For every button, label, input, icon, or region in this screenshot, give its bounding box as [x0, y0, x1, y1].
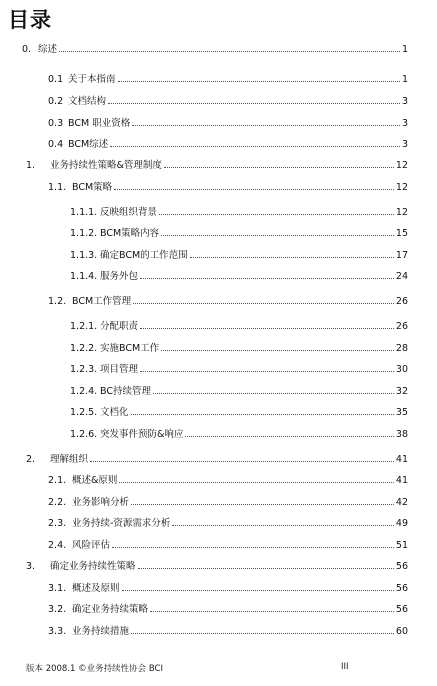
toc-entry-number: 1.1.	[48, 182, 67, 193]
toc-entry-number: 3.3.	[48, 626, 67, 637]
toc-entry-page: 3	[401, 118, 408, 129]
toc-entry[interactable]	[48, 626, 408, 638]
toc-entry-label: 业务影响分析	[72, 497, 130, 508]
toc-entry-page: 12	[395, 182, 408, 193]
toc-entry-number: 0.	[22, 44, 32, 55]
dot-leader	[114, 189, 394, 190]
toc-entry[interactable]	[70, 207, 408, 219]
toc-entry-label: 业务持续措施	[72, 626, 130, 637]
dot-leader	[150, 611, 394, 612]
dot-leader	[59, 51, 400, 52]
toc-entry[interactable]	[48, 296, 408, 308]
dot-leader	[138, 568, 394, 569]
toc-entry[interactable]	[70, 228, 408, 240]
toc-entry-number: 0.2	[48, 96, 64, 107]
dot-leader	[172, 525, 393, 526]
toc-entry-label: 风险评估	[72, 540, 111, 551]
dot-leader	[140, 328, 394, 329]
toc-entry-label: 确定业务持续性策略	[50, 561, 136, 572]
dot-leader	[153, 393, 394, 394]
toc-entry-page: 32	[395, 386, 408, 397]
toc-entry-page: 56	[395, 561, 408, 572]
dot-leader	[131, 633, 394, 634]
toc-entry-page: 12	[395, 207, 408, 218]
dot-leader	[119, 482, 393, 483]
toc-entry[interactable]	[48, 604, 408, 616]
dot-leader	[132, 125, 400, 126]
dot-leader	[131, 414, 394, 415]
toc-entry[interactable]	[70, 271, 408, 283]
toc-entry-label: 业务持续性策略&管理制度	[50, 160, 162, 171]
toc-entry-label: 确定BCM的工作范围	[100, 250, 188, 261]
toc-entry-label: 概述&原则	[72, 475, 118, 486]
toc-entry-number: 1.1.2.	[70, 228, 98, 239]
toc-entry-number: 0.3	[48, 118, 64, 129]
toc-entry[interactable]	[70, 386, 408, 398]
toc-entry-number: 1.2.2.	[70, 343, 98, 354]
footer-version: 版本 2008.1 ©业务持续性协会 BCI	[26, 664, 163, 674]
toc-entry-label: 实施BCM工作	[100, 343, 160, 354]
dot-leader	[108, 103, 400, 104]
footer-page-number: III	[341, 662, 349, 672]
toc-entry-page: 24	[395, 271, 408, 282]
toc-entry-label: BCM 职业资格	[68, 118, 131, 129]
dot-leader	[110, 146, 400, 147]
dot-leader	[90, 461, 394, 462]
dot-leader	[161, 350, 394, 351]
dot-leader	[159, 214, 394, 215]
dot-leader	[185, 436, 393, 437]
toc-entry-number: 1.1.3.	[70, 250, 98, 261]
toc-entry-page: 26	[395, 321, 408, 332]
toc-entry-label: BCM策略	[72, 182, 113, 193]
dot-leader	[161, 235, 394, 236]
toc-entry[interactable]	[26, 454, 408, 466]
toc-entry-number: 1.2.4.	[70, 386, 98, 397]
toc-entry-page: 30	[395, 364, 408, 375]
toc-entry-page: 41	[395, 454, 408, 465]
toc-entry-label: BCM工作管理	[72, 296, 132, 307]
toc-entry[interactable]	[70, 343, 408, 355]
toc-entry-number: 3.2.	[48, 604, 67, 615]
toc-entry[interactable]	[48, 74, 408, 86]
toc-entry-page: 3	[401, 139, 408, 150]
toc-entry[interactable]	[70, 364, 408, 376]
toc-entry-number: 3.	[26, 561, 36, 572]
toc-entry-label: 分配职责	[100, 321, 139, 332]
toc-entry[interactable]	[48, 182, 408, 194]
toc-entry[interactable]	[48, 118, 408, 130]
toc-entry-page: 49	[395, 518, 408, 529]
toc-entry[interactable]	[48, 540, 408, 552]
toc-entry-page: 12	[395, 160, 408, 171]
toc-entry-page: 1	[401, 74, 408, 85]
toc-entry-number: 2.2.	[48, 497, 67, 508]
toc-entry-page: 56	[395, 604, 408, 615]
toc-entry-number: 1.1.4.	[70, 271, 98, 282]
toc-entry[interactable]	[26, 561, 408, 573]
toc-entry-label: 项目管理	[100, 364, 139, 375]
toc-entry-page: 60	[395, 626, 408, 637]
toc-entry-label: 业务持续-资源需求分析	[72, 518, 171, 529]
dot-leader	[118, 81, 400, 82]
toc-entry-label: 综述	[38, 44, 58, 55]
toc-entry-number: 1.	[26, 160, 36, 171]
toc-entry-label: BCM策略内容	[100, 228, 160, 239]
toc-entry-number: 1.2.1.	[70, 321, 98, 332]
toc-entry-page: 1	[401, 44, 408, 55]
dot-leader	[133, 303, 394, 304]
toc-entry-label: 文档结构	[68, 96, 107, 107]
dot-leader	[140, 371, 394, 372]
toc-entry-number: 1.2.6.	[70, 429, 98, 440]
toc-entry-number: 2.4.	[48, 540, 67, 551]
toc-entry-number: 2.1.	[48, 475, 67, 486]
toc-entry-label: 文档化	[100, 407, 129, 418]
toc-entry-page: 38	[395, 429, 408, 440]
toc-entry[interactable]	[22, 44, 408, 56]
dot-leader	[190, 257, 394, 258]
toc-entry-page: 17	[395, 250, 408, 261]
toc-entry[interactable]	[70, 250, 408, 262]
toc-entry-page: 42	[395, 497, 408, 508]
toc-entry-page: 15	[395, 228, 408, 239]
toc-entry-number: 0.4	[48, 139, 64, 150]
toc-entry-label: BC持续管理	[100, 386, 151, 397]
toc-entry-number: 1.2.	[48, 296, 67, 307]
toc-entry-label: 概述及原则	[72, 583, 120, 594]
toc-entry-number: 2.	[26, 454, 36, 465]
dot-leader	[122, 590, 394, 591]
toc-entry[interactable]	[48, 583, 408, 595]
toc-entry-number: 1.2.3.	[70, 364, 98, 375]
toc-entry-label: 关于本指南	[68, 74, 116, 85]
toc-entry[interactable]	[48, 96, 408, 108]
dot-leader	[140, 278, 394, 279]
toc-entry-page: 56	[395, 583, 408, 594]
toc-entry[interactable]	[70, 321, 408, 333]
toc-entry[interactable]	[48, 475, 408, 487]
toc-entry-page: 26	[395, 296, 408, 307]
toc-entry-label: BCM综述	[68, 139, 109, 150]
toc-entry-label: 反映组织背景	[100, 207, 158, 218]
toc-entry-label: 突发事件预防&响应	[100, 429, 184, 440]
toc-entry-page: 51	[395, 540, 408, 551]
toc-entry-number: 0.1	[48, 74, 64, 85]
toc-entry-number: 3.1.	[48, 583, 67, 594]
dot-leader	[164, 167, 394, 168]
page-title: 目录	[8, 8, 52, 32]
toc-entry[interactable]	[48, 518, 408, 530]
toc-entry[interactable]	[70, 407, 408, 419]
toc-entry[interactable]	[26, 160, 408, 172]
toc-entry-number: 2.3.	[48, 518, 67, 529]
toc-entry-label: 理解组织	[50, 454, 89, 465]
toc-entry[interactable]	[48, 139, 408, 151]
toc-entry-page: 28	[395, 343, 408, 354]
toc-entry-page: 35	[395, 407, 408, 418]
toc-entry-label: 确定业务持续策略	[72, 604, 149, 615]
toc-entry-page: 3	[401, 96, 408, 107]
toc-entry-number: 1.1.1.	[70, 207, 98, 218]
dot-leader	[112, 547, 394, 548]
toc-entry-page: 41	[395, 475, 408, 486]
toc-entry[interactable]	[70, 429, 408, 441]
dot-leader	[131, 504, 394, 505]
toc-entry[interactable]	[48, 497, 408, 509]
toc-entry-number: 1.2.5.	[70, 407, 98, 418]
toc-entry-label: 服务外包	[100, 271, 139, 282]
